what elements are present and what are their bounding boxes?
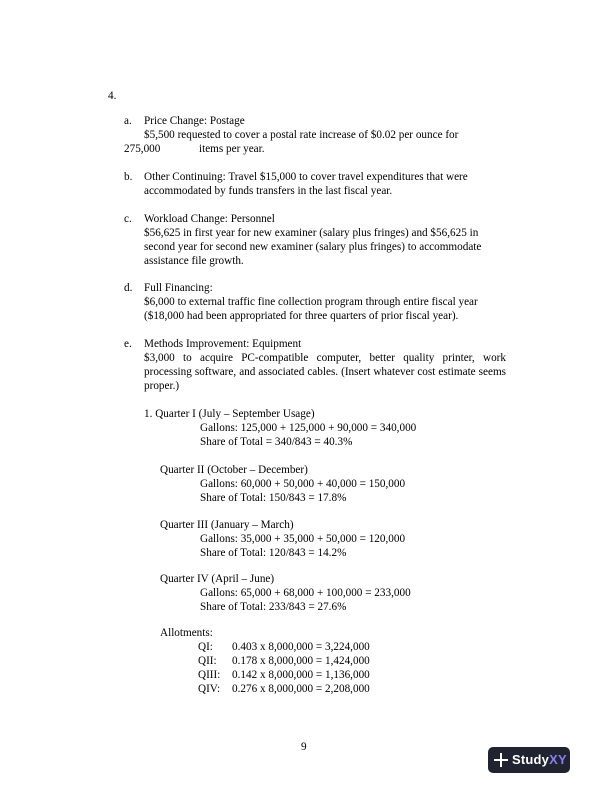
- quarter-heading: Quarter III (January – March): [160, 519, 294, 531]
- quarter-share: Share of Total: 150/843 = 17.8%: [200, 492, 347, 504]
- quarter-3: [160, 518, 405, 560]
- item-body-line: second year for second new examiner (salary plus fringes) to accommodate: [144, 241, 482, 253]
- quarter-1: [144, 407, 416, 449]
- item-letter: b.: [124, 171, 133, 183]
- question-number: 4.: [108, 90, 117, 102]
- item-heading: Methods Improvement: Equipment: [144, 338, 302, 350]
- studyxy-badge[interactable]: [488, 747, 570, 773]
- item-b: [124, 170, 506, 198]
- item-letter: c.: [124, 213, 132, 225]
- brand-accent-text: XY: [549, 752, 567, 767]
- item-a: [124, 114, 506, 142]
- item-heading: Price Change: Postage: [144, 115, 245, 127]
- allotment-value: 0.142 x 8,000,000 = 1,136,000: [232, 669, 370, 681]
- page-number: 9: [301, 741, 307, 753]
- brand-text: Study: [512, 752, 550, 767]
- quarter-4: [160, 572, 411, 614]
- allotment-row: [198, 682, 370, 696]
- allotment-row: [198, 668, 370, 682]
- item-e: [124, 337, 506, 393]
- item-body-line: assistance file growth.: [144, 255, 244, 267]
- plus-icon: [494, 753, 508, 767]
- item-letter: a.: [124, 115, 132, 127]
- allotment-value: 0.403 x 8,000,000 = 3,224,000: [232, 641, 370, 653]
- allotments-heading: Allotments:: [160, 627, 213, 639]
- item-heading: Full Financing:: [144, 282, 213, 294]
- allotment-label: QIII:: [198, 669, 221, 681]
- quarter-share: Share of Total = 340/843 = 40.3%: [200, 436, 353, 448]
- item-body-line: ($18,000 had been appropriated for three quarters of prior fiscal year).: [144, 310, 459, 322]
- allotment-label: QI:: [198, 641, 213, 653]
- item-body-line: $5,500 requested to cover a postal rate increase of $0.02 per ounce for: [144, 129, 459, 141]
- quarter-gallons: Gallons: 125,000 + 125,000 + 90,000 = 340,000: [200, 422, 417, 434]
- item-d: [124, 281, 506, 323]
- quarter-share: Share of Total: 120/843 = 14.2%: [200, 547, 347, 559]
- item-body-paragraph: $3,000 to acquire PC-compatible computer, better quality printer, work processing software, and associated cables. (Insert whatever cost estimate seems proper.): [144, 352, 506, 392]
- item-heading: Workload Change: Personnel: [144, 213, 275, 225]
- item-a-count: 275,000: [124, 143, 161, 155]
- allotments: [160, 626, 370, 696]
- quarter-gallons: Gallons: 35,000 + 35,000 + 50,000 = 120,000: [200, 533, 406, 545]
- allotment-label: QII:: [198, 655, 217, 667]
- item-c: [124, 212, 506, 268]
- item-a-unit: items per year.: [199, 143, 265, 155]
- item-body-line: $56,625 in first year for new examiner (salary plus fringes) and $56,625 in: [144, 227, 479, 239]
- quarter-heading: 1. Quarter I (July – September Usage): [144, 408, 315, 420]
- allotment-label: QIV:: [198, 683, 221, 695]
- item-body-line: $6,000 to external traffic fine collection program through entire fiscal year: [144, 296, 478, 308]
- brand-logo: [512, 753, 567, 767]
- quarter-heading: Quarter II (October – December): [160, 464, 308, 476]
- quarter-heading: Quarter IV (April – June): [160, 573, 275, 585]
- allotment-value: 0.178 x 8,000,000 = 1,424,000: [232, 655, 370, 667]
- quarter-gallons: Gallons: 60,000 + 50,000 + 40,000 = 150,000: [200, 478, 406, 490]
- item-letter: d.: [124, 282, 133, 294]
- quarter-gallons: Gallons: 65,000 + 68,000 + 100,000 = 233,000: [200, 587, 411, 599]
- quarter-share: Share of Total: 233/843 = 27.6%: [200, 601, 347, 613]
- item-heading: Other Continuing: Travel $15,000 to cover travel expenditures that were: [144, 171, 468, 183]
- quarter-2: [160, 463, 405, 505]
- allotment-row: [198, 640, 370, 654]
- item-letter: e.: [124, 338, 132, 350]
- allotment-row: [198, 654, 370, 668]
- item-body-line: accommodated by funds transfers in the last fiscal year.: [144, 185, 393, 197]
- allotment-value: 0.276 x 8,000,000 = 2,208,000: [232, 683, 370, 695]
